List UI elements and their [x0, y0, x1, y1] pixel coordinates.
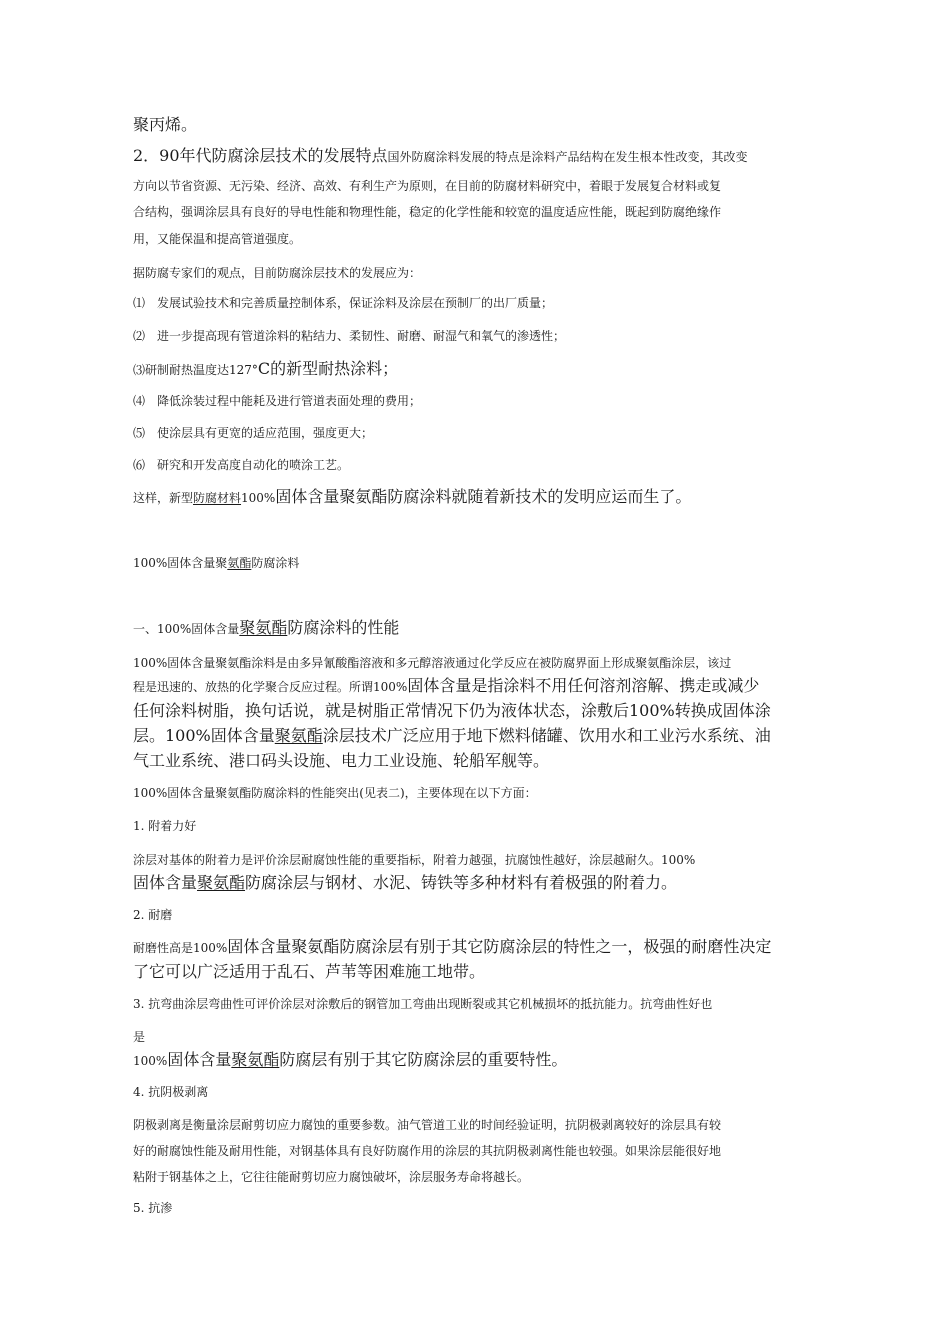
section1-heading-text-end: 防腐涂料的性能 [287, 618, 400, 637]
bend-line1: 3. 抗弯曲涂层弯曲性可评价涂层对涂敷后的钢管加工弯曲出现断裂或其它机械损坏的抵抗能力。抗弯曲性好也 [133, 997, 713, 1011]
adhesion-line2 [133, 875, 677, 891]
cathodic-line3: 粘附于钢基体之上，它往往能耐剪切应力腐蚀破坏，涂层服务寿命将越长。 [133, 1170, 530, 1184]
wear-heading: 2. 耐磨 [133, 908, 173, 922]
p1-line2-large: 固体含量是指涂料不用任何溶剂溶解、携走或减少 [407, 676, 760, 695]
adhesion-heading: 1. 附着力好 [133, 819, 197, 833]
section1-p1-line5: 气工业系统、港口码头设施、电力工业设施、轮船军舰等。 [133, 751, 550, 770]
list-number: ⑸ [133, 426, 146, 440]
section2-heading: 2．90年代防腐涂层技术的发展特点 [133, 146, 388, 165]
adhesion-link[interactable]: 聚氨酯 [197, 873, 246, 892]
list-item [133, 459, 349, 471]
conclusion-percent: 100% [241, 491, 276, 505]
top-fragment: 聚丙烯。 [133, 115, 198, 134]
list-text: 进一步提高现有管道涂料的粘结力、柔韧性、耐磨、耐湿气和氧气的渗透性； [157, 329, 566, 343]
title-text-end: 防腐涂料 [251, 556, 300, 570]
bend-line2: 是 [133, 1030, 146, 1044]
title-text: 100%固体含量聚 [133, 556, 228, 570]
list-text: 研制耐热温度达127° [145, 363, 258, 377]
list-number: ⑴ [133, 296, 146, 310]
section2-line1 [133, 148, 748, 164]
list-item [133, 395, 421, 407]
list-number: ⑹ [133, 458, 146, 472]
experts-intro: 据防腐专家们的观点，目前防腐涂层技术的发展应为： [133, 266, 422, 280]
p1-line4-text: 层。100%固体含量 [133, 726, 275, 745]
title-link-polyurethane[interactable]: 氨酯 [227, 556, 252, 570]
bend-link[interactable]: 聚氨酯 [231, 1050, 280, 1069]
section1-heading [133, 620, 399, 636]
list-text: 使涂层具有更宽的适应范围，强度更大； [157, 426, 374, 440]
list-text: 降低涂装过程中能耗及进行管道表面处理的费用； [157, 394, 422, 408]
p1-line4-text-end: 涂层技术广泛应用于地下燃料储罐、饮用水和工业污水系统、油 [322, 726, 771, 745]
p1-line2-small: 程是迅速的、放热的化学聚合反应过程。所谓100% [133, 680, 408, 694]
list-text: 研究和开发高度自动化的喷涂工艺。 [157, 458, 350, 472]
cathodic-heading: 4. 抗阴极剥离 [133, 1085, 209, 1099]
bend-percent: 100% [133, 1054, 168, 1068]
list-item [133, 297, 553, 309]
list-text-large: C的新型耐热涂料； [257, 359, 399, 378]
conclusion-line [133, 489, 691, 505]
section1-p1-line3: 任何涂料树脂，换句话说，就是树脂正常情况下仍为液体状态，涂敷后100%转换成固体涂 [133, 701, 771, 720]
section2-line4: 用，又能保温和提高管道强度。 [133, 232, 302, 246]
list-number: ⑷ [133, 394, 146, 408]
list-text: 发展试验技术和完善质量控制体系，保证涂料及涂层在预制厂的出厂质量； [157, 296, 554, 310]
bend-text-end: 防腐层有别于其它防腐涂层的重要特性。 [279, 1050, 568, 1069]
anticorrosion-material-link[interactable]: 防腐材料 [193, 491, 242, 505]
list-item [133, 330, 565, 342]
wear-line2: 了它可以广泛适用于乱石、芦苇等困难施工地带。 [133, 962, 486, 981]
section1-heading-text: 一、100%固体含量 [133, 622, 240, 636]
seep-heading: 5. 抗渗 [133, 1201, 173, 1215]
section1-p1-line2 [133, 678, 759, 694]
conclusion-text: 这样，新型 [133, 491, 194, 505]
list-number: ⑵ [133, 329, 146, 343]
section1-heading-link[interactable]: 聚氨酯 [239, 618, 288, 637]
wear-text-large: 固体含量聚氨酯防腐涂层有别于其它防腐涂层的特性之一，极强的耐磨性决定 [227, 937, 772, 956]
wear-text-small: 耐磨性高是100% [133, 941, 228, 955]
adhesion-text-end: 防腐涂层与钢材、水泥、铸铁等多种材料有着极强的附着力。 [245, 873, 678, 892]
conclusion-text-large: 固体含量聚氨酯防腐涂料就随着新技术的发明应运而生了。 [275, 487, 692, 506]
list-item [133, 361, 398, 377]
adhesion-text: 固体含量 [133, 873, 198, 892]
section1-p1-line1: 100%固体含量聚氨酯涂料是由多异氰酸酯溶液和多元醇溶液通过化学反应在被防腐界面上形成聚氨酯涂层，该过 [133, 656, 732, 670]
p1-line4-link[interactable]: 聚氨酯 [274, 726, 323, 745]
section1-p2: 100%固体含量聚氨酯防腐涂料的性能突出(见表二)，主要体现在以下方面： [133, 786, 537, 800]
section2-body: 国外防腐涂料发展的特点是涂料产品结构在发生根本性改变，其改变 [387, 150, 748, 164]
wear-line1 [133, 939, 771, 955]
list-item [133, 427, 373, 439]
section2-line2: 方向以节省资源、无污染、经济、高效、有利生产为原则，在目前的防腐材料研究中，着眼于发展复合材料或复 [133, 179, 722, 193]
bend-text: 固体含量 [167, 1050, 232, 1069]
cathodic-line2: 好的耐腐蚀性能及耐用性能，对钢基体具有良好防腐作用的涂层的其抗阴极剥离性能也较强。如果涂层能很好地 [133, 1144, 722, 1158]
adhesion-line1: 涂层对基体的附着力是评价涂层耐腐蚀性能的重要指标，附着力越强，抗腐蚀性越好，涂层越耐久。100% [133, 853, 696, 867]
bend-line3 [133, 1052, 567, 1068]
document-title [133, 557, 299, 569]
section1-p1-line4 [133, 728, 771, 744]
cathodic-line1: 阴极剥离是衡量涂层耐剪切应力腐蚀的重要参数。油气管道工业的时间经验证明，抗阴极剥离较好的涂层具有较 [133, 1118, 722, 1132]
list-number: ⑶ [133, 363, 146, 377]
section2-line3: 合结构，强调涂层具有良好的导电性能和物理性能，稳定的化学性能和较宽的温度适应性能，既起到防腐绝缘作 [133, 205, 722, 219]
